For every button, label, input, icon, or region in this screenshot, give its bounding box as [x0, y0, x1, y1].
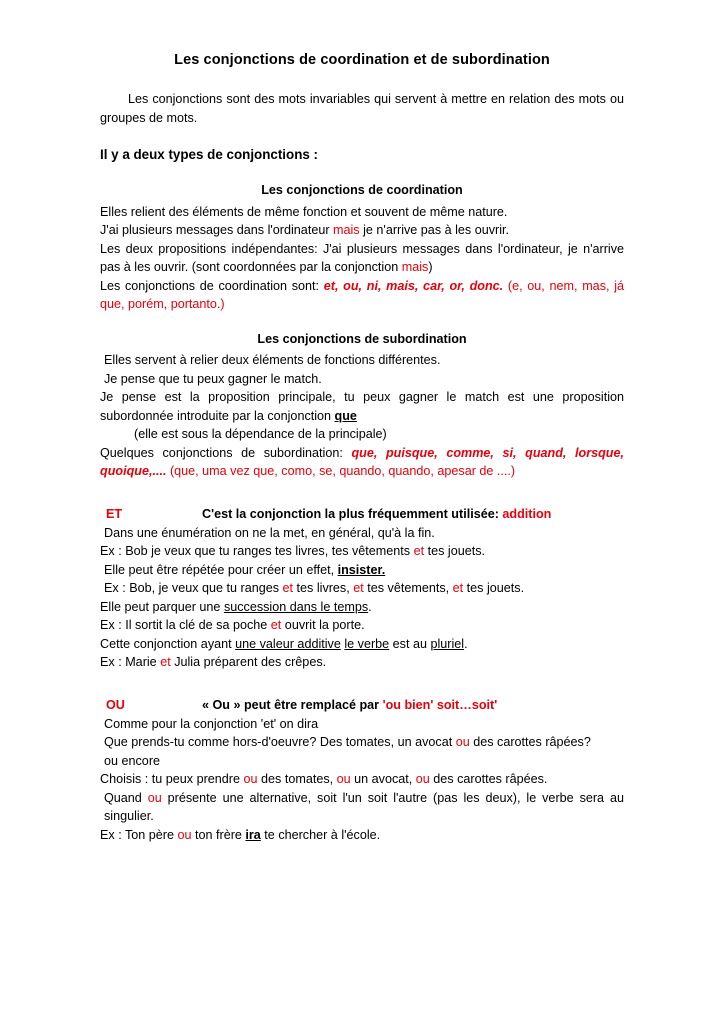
coordination-line-2-text-b: je n'arrive pas à les ouvrir.: [359, 223, 510, 238]
et-line-2-text-a: Ex : Bob je veux que tu ranges tes livres, tes vêtements: [100, 544, 414, 559]
ou-line-6-text-c: te chercher à l'école.: [260, 827, 381, 842]
subordination-list-items: que, puisque, comme, si, quand, lorsque, quoique,....: [100, 445, 624, 479]
et-line-4-keyword-1: et: [282, 581, 294, 596]
et-description-highlight: addition: [502, 506, 552, 521]
ou-line-5-text-a: Quand: [104, 790, 148, 805]
coordination-line-3-text-a: Les deux propositions indépendantes: J'ai plusieurs messages dans l'ordinateur, je n'arrive pas à les ouvrir. (sont coordonnées par la conjonction: [100, 241, 624, 275]
et-line-8-text-a: Ex : Marie: [100, 655, 161, 670]
intro-paragraph: Les conjonctions sont des mots invariables qui servent à mettre en relation des mots ou groupes de mots.: [100, 92, 624, 125]
subordination-line-3-text: Je pense est la proposition principale, tu peux gagner le match est une proposition subordonnée introduite par la conjonction: [100, 390, 624, 423]
et-section-header: [100, 507, 624, 521]
ou-line-5-text-b: présente une alternative, soit l'un soit l'autre (pas les deux), le verbe sera au singulier.: [104, 790, 624, 824]
et-line-7-text-c: est au: [389, 636, 431, 651]
et-line-4-text-a: Ex : Bob, je veux que tu ranges: [104, 581, 283, 596]
coordination-list: [100, 277, 624, 314]
et-line-7-emphasis-2: le verbe: [344, 636, 390, 651]
ou-line-2-text-b: des carottes râpées?: [469, 735, 591, 750]
subordination-line-4: (elle est sous la dépendance de la principale): [134, 427, 387, 442]
et-line-4-text-c: tes vêtements,: [363, 581, 453, 596]
coordination-line-3-text-b: ): [428, 260, 433, 275]
ou-line-6-keyword: ou: [177, 827, 192, 842]
ou-line-1: Comme pour la conjonction 'et' on dira: [104, 716, 319, 731]
ou-line-2-keyword: ou: [455, 735, 470, 750]
subordination-list-intro: Quelques conjonctions de subordination:: [100, 445, 352, 460]
et-keyword: ET: [106, 506, 123, 521]
et-line-6-keyword: et: [270, 618, 282, 633]
ou-line-4-text-b: des tomates,: [257, 772, 337, 787]
ou-description-highlight: 'ou bien' soit…soit': [382, 697, 498, 712]
ou-line-6-text-a: Ex : Ton père: [100, 827, 178, 842]
et-line-2: [100, 542, 624, 561]
ou-description-text: « Ou » peut être remplacé par: [202, 697, 383, 712]
coordination-line-2-keyword: mais: [333, 223, 360, 238]
ou-line-4-keyword-2: ou: [336, 772, 351, 787]
et-line-5-emphasis: succession dans le temps: [223, 599, 369, 614]
et-line-8: [100, 653, 624, 672]
et-line-4-text-d: tes jouets.: [463, 581, 525, 596]
et-line-3-emphasis: insister.: [337, 562, 386, 577]
subordination-line-1: Elles servent à relier deux éléments de fonctions différentes.: [104, 353, 441, 368]
et-line-4-text-b: tes livres,: [293, 581, 354, 596]
ou-line-6: [100, 826, 624, 845]
et-line-7-emphasis-1: une valeur additive: [235, 636, 341, 651]
ou-line-4: [100, 770, 624, 789]
et-line-5-text-a: Elle peut parquer une: [100, 599, 224, 614]
et-line-3: [100, 561, 624, 580]
types-heading: Il y a deux types de conjonctions :: [100, 147, 319, 163]
subordination-line-2: Je pense que tu peux gagner le match.: [104, 371, 322, 386]
et-line-3-text: Elle peut être répétée pour créer un effet,: [104, 562, 338, 577]
ou-keyword: OU: [106, 697, 125, 712]
coordination-heading: Les conjonctions de coordination: [261, 183, 463, 198]
ou-line-4-keyword-3: ou: [415, 772, 430, 787]
et-line-4-keyword-3: et: [452, 581, 464, 596]
ou-line-3: ou encore: [104, 753, 161, 768]
page-title: Les conjonctions de coordination et de subordination: [174, 52, 550, 68]
subordination-list-translation: (que, uma vez que, como, se, quando, quando, apesar de ....): [166, 464, 516, 479]
ou-line-2: [100, 733, 624, 752]
coordination-line-3-keyword: mais: [401, 260, 429, 275]
et-line-7-emphasis-3: pluriel: [430, 636, 465, 651]
coordination-line-1: Elles relient des éléments de même fonction et souvent de même nature.: [100, 204, 508, 219]
ou-line-2-text-a: Que prends-tu comme hors-d'oeuvre? Des tomates, un avocat: [104, 735, 456, 750]
et-description-text: C'est la conjonction la plus fréquemment utilisée:: [202, 506, 503, 521]
ou-line-4-text-a: Choisis : tu peux prendre: [100, 772, 244, 787]
ou-line-6-emphasis: ira: [245, 827, 261, 842]
et-line-5: [100, 598, 624, 617]
et-line-8-text-b: Julia préparent des crêpes.: [170, 655, 327, 670]
ou-line-4-text-c: un avocat,: [350, 772, 416, 787]
ou-line-6-text-b: ton frère: [191, 827, 246, 842]
ou-section-header: [100, 698, 624, 712]
subordination-heading: Les conjonctions de subordination: [257, 331, 467, 346]
et-description: [202, 507, 551, 521]
coordination-line-2-text-a: J'ai plusieurs messages dans l'ordinateur: [100, 223, 334, 238]
ou-line-4-text-d: des carottes râpées.: [429, 772, 548, 787]
ou-line-5: [100, 789, 624, 826]
ou-line-4-keyword-1: ou: [243, 772, 258, 787]
et-line-2-keyword: et: [413, 544, 425, 559]
coordination-line-2: [100, 221, 624, 240]
coordination-list-items: et, ou, ni, mais, car, or, donc.: [323, 278, 504, 293]
et-line-6: [100, 616, 624, 635]
et-line-7-text-d: .: [464, 636, 468, 651]
coordination-list-intro: Les conjonctions de coordination sont:: [100, 278, 324, 293]
et-line-1: Dans une énumération on ne la met, en général, qu'à la fin.: [104, 525, 435, 540]
et-line-8-keyword: et: [160, 655, 171, 670]
et-line-7-text-a: Cette conjonction ayant: [100, 636, 236, 651]
et-line-4: [100, 579, 624, 598]
ou-line-5-keyword: ou: [147, 790, 162, 805]
et-line-4-keyword-2: et: [353, 581, 364, 596]
subordination-line-3: [100, 388, 624, 425]
et-line-2-text-b: tes jouets.: [424, 544, 486, 559]
et-line-7: [100, 635, 624, 654]
coordination-list-translation: (e, ou, nem, mas, já que, porém, portanto.): [100, 278, 624, 312]
ou-description: [202, 698, 497, 712]
et-line-6-text-a: Ex : Il sortit la clé de sa poche: [100, 618, 271, 633]
subordination-line-3-keyword: que: [334, 408, 357, 423]
et-line-6-text-b: ouvrit la porte.: [281, 618, 365, 633]
et-line-5-text-b: .: [368, 599, 372, 614]
coordination-line-3: [100, 240, 624, 277]
subordination-list: [100, 444, 624, 481]
